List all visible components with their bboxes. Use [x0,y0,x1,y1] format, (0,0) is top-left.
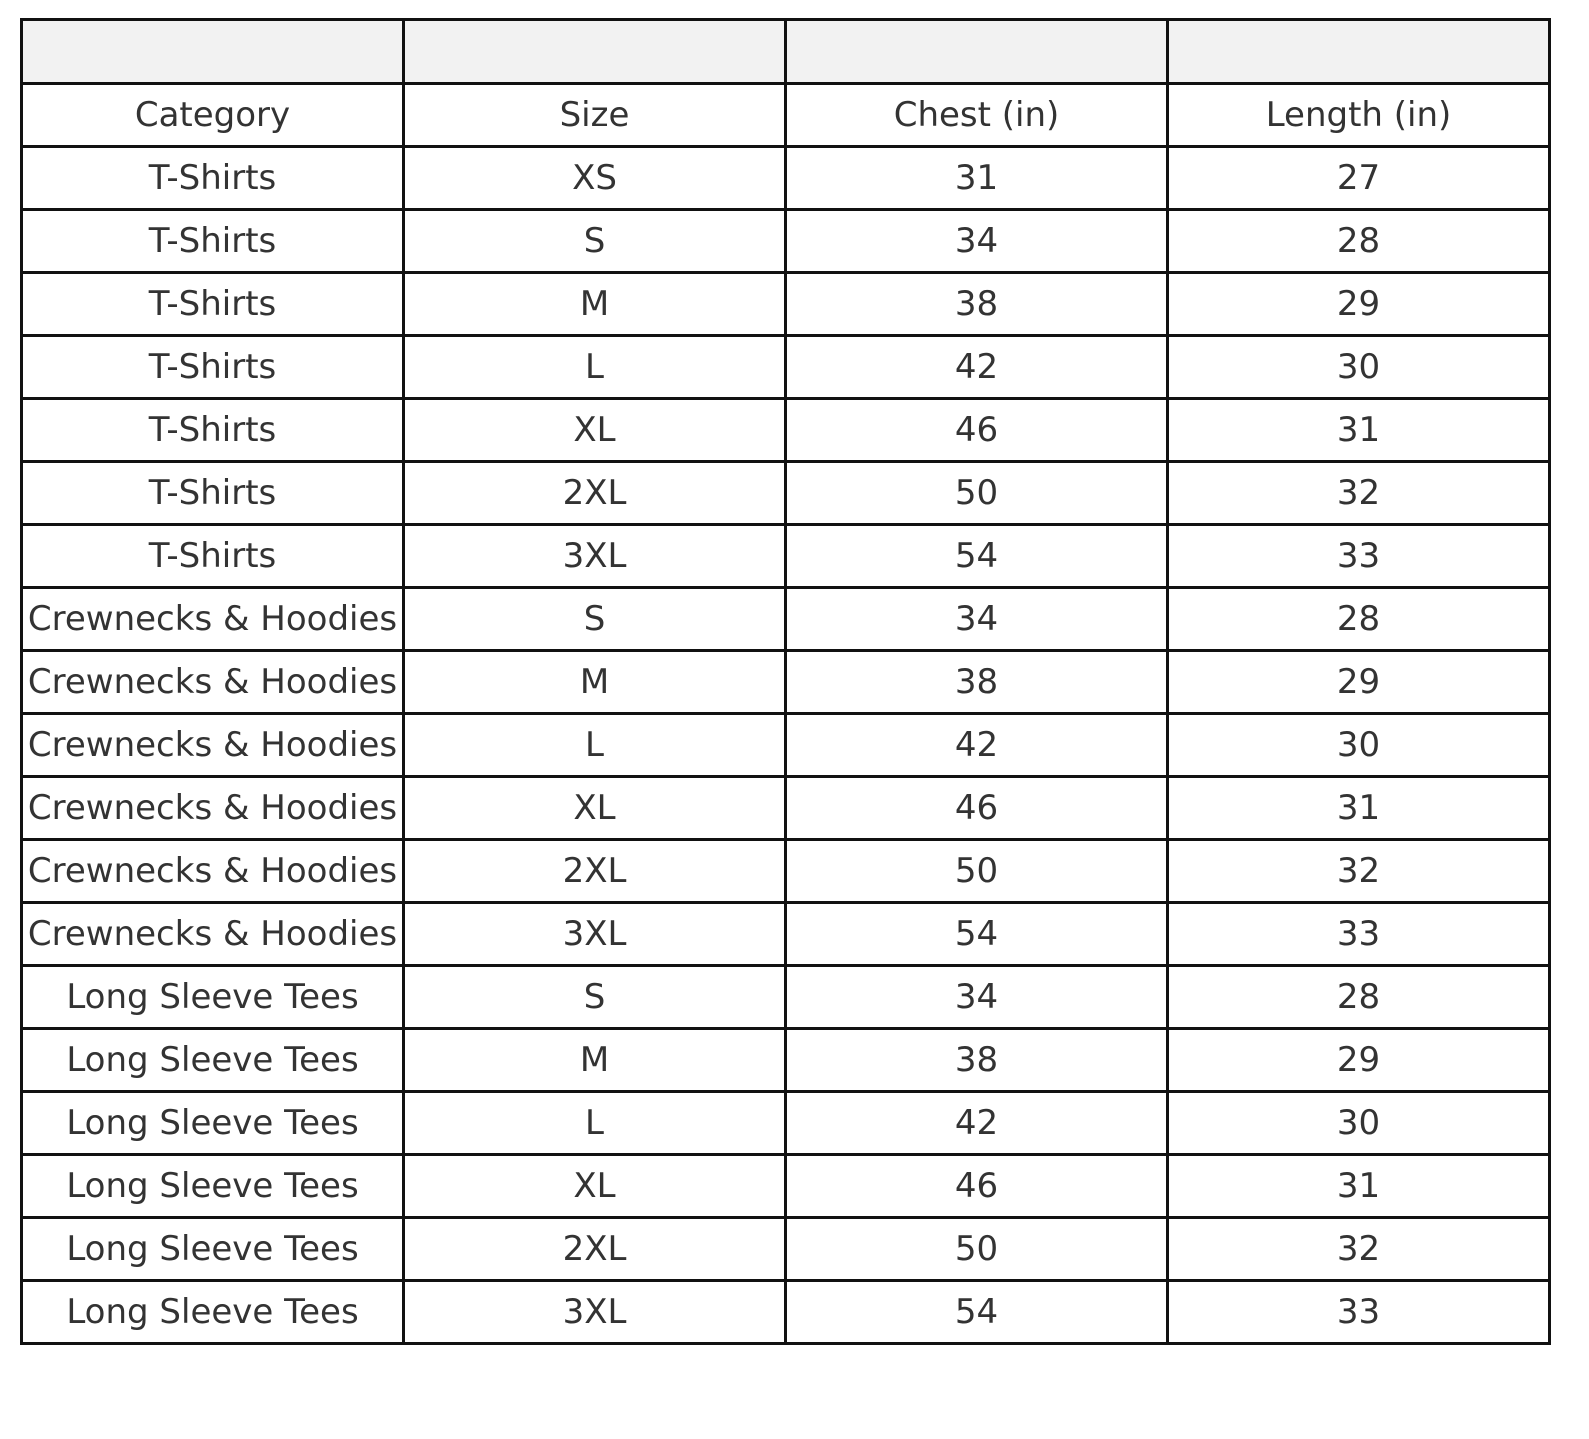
cell-category: T-Shirts [22,210,404,273]
cell-length: 28 [1168,210,1550,273]
cell-size: M [404,651,786,714]
cell-length: 30 [1168,336,1550,399]
header-category: Category [22,84,404,147]
header-length: Length (in) [1168,84,1550,147]
cell-category: Crewnecks & Hoodies [22,903,404,966]
table-row [22,1092,1550,1155]
cell-length: 31 [1168,1155,1550,1218]
cell-category: T-Shirts [22,147,404,210]
cell-category: Long Sleeve Tees [22,1029,404,1092]
cell-length: 28 [1168,588,1550,651]
cell-size: XL [404,777,786,840]
cell-chest: 46 [786,399,1168,462]
cell-chest: 46 [786,777,1168,840]
cell-size: XS [404,147,786,210]
table-row [22,1155,1550,1218]
cell-size: M [404,273,786,336]
cell-length: 33 [1168,1281,1550,1344]
header-row [22,84,1550,147]
cell-length: 29 [1168,651,1550,714]
cell-chest: 50 [786,1218,1168,1281]
table-row [22,399,1550,462]
cell-length: 29 [1168,273,1550,336]
cell-chest: 46 [786,1155,1168,1218]
cell-size: XL [404,1155,786,1218]
cell-length: 32 [1168,840,1550,903]
header-chest: Chest (in) [786,84,1168,147]
cell-size: XL [404,399,786,462]
cell-length: 33 [1168,903,1550,966]
table-row [22,840,1550,903]
cell-length: 32 [1168,1218,1550,1281]
blank-cell [22,20,404,84]
cell-category: T-Shirts [22,462,404,525]
cell-size: S [404,966,786,1029]
cell-length: 30 [1168,1092,1550,1155]
blank-cell [1168,20,1550,84]
blank-top-row [22,20,1550,84]
table-row [22,525,1550,588]
table-row [22,1281,1550,1344]
cell-length: 28 [1168,966,1550,1029]
cell-size: 3XL [404,903,786,966]
cell-category: Long Sleeve Tees [22,966,404,1029]
cell-category: Crewnecks & Hoodies [22,840,404,903]
cell-chest: 54 [786,903,1168,966]
cell-chest: 42 [786,336,1168,399]
table-row [22,777,1550,840]
cell-length: 32 [1168,462,1550,525]
cell-size: L [404,714,786,777]
table-row [22,210,1550,273]
cell-chest: 42 [786,1092,1168,1155]
cell-size: S [404,588,786,651]
cell-chest: 42 [786,714,1168,777]
cell-size: L [404,1092,786,1155]
cell-length: 29 [1168,1029,1550,1092]
cell-category: Crewnecks & Hoodies [22,588,404,651]
size-chart-body [22,20,1550,1344]
cell-category: Long Sleeve Tees [22,1155,404,1218]
cell-category: Long Sleeve Tees [22,1281,404,1344]
cell-length: 27 [1168,147,1550,210]
cell-chest: 38 [786,273,1168,336]
table-row [22,147,1550,210]
table-row [22,273,1550,336]
cell-size: S [404,210,786,273]
cell-length: 31 [1168,399,1550,462]
cell-length: 31 [1168,777,1550,840]
cell-category: T-Shirts [22,525,404,588]
cell-category: Long Sleeve Tees [22,1218,404,1281]
cell-chest: 34 [786,210,1168,273]
table-row [22,462,1550,525]
table-row [22,588,1550,651]
table-row [22,714,1550,777]
cell-size: 3XL [404,1281,786,1344]
cell-length: 33 [1168,525,1550,588]
table-row [22,1218,1550,1281]
cell-category: Crewnecks & Hoodies [22,651,404,714]
cell-size: L [404,336,786,399]
blank-cell [786,20,1168,84]
cell-size: M [404,1029,786,1092]
table-row [22,336,1550,399]
cell-size: 2XL [404,840,786,903]
cell-chest: 50 [786,462,1168,525]
cell-chest: 54 [786,1281,1168,1344]
blank-cell [404,20,786,84]
cell-chest: 54 [786,525,1168,588]
cell-category: Long Sleeve Tees [22,1092,404,1155]
cell-category: T-Shirts [22,399,404,462]
cell-size: 3XL [404,525,786,588]
table-row [22,966,1550,1029]
table-row [22,1029,1550,1092]
cell-chest: 38 [786,1029,1168,1092]
cell-chest: 31 [786,147,1168,210]
cell-size: 2XL [404,1218,786,1281]
cell-chest: 50 [786,840,1168,903]
cell-category: T-Shirts [22,273,404,336]
cell-chest: 34 [786,588,1168,651]
cell-length: 30 [1168,714,1550,777]
cell-category: Crewnecks & Hoodies [22,777,404,840]
cell-chest: 34 [786,966,1168,1029]
cell-category: T-Shirts [22,336,404,399]
header-size: Size [404,84,786,147]
cell-size: 2XL [404,462,786,525]
table-row [22,651,1550,714]
table-row [22,903,1550,966]
cell-chest: 38 [786,651,1168,714]
cell-category: Crewnecks & Hoodies [22,714,404,777]
size-chart-table [20,18,1551,1345]
